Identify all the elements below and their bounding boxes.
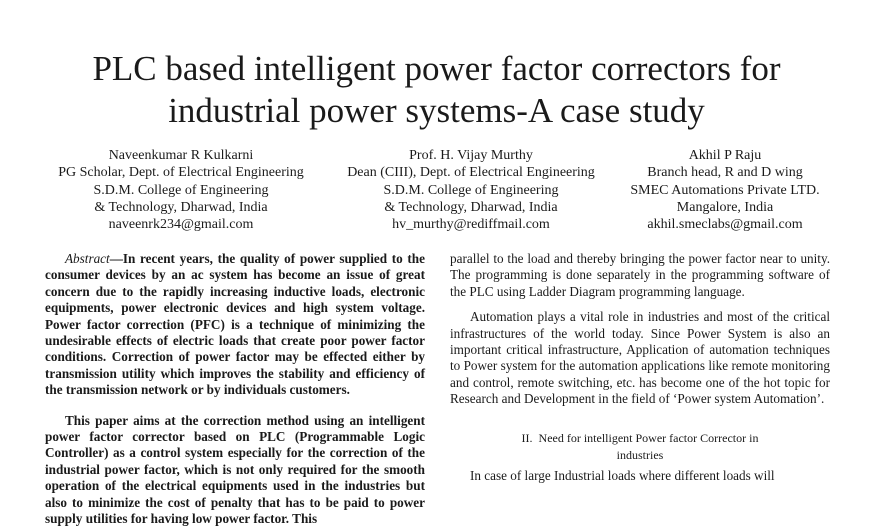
- section-paragraph: In case of large Industrial loads where different loads will: [470, 467, 775, 483]
- author-block-3: [610, 147, 840, 233]
- author-location: & Technology, Dharwad, India: [94, 199, 268, 215]
- left-column: [45, 251, 425, 528]
- automation-paragraph: Automation plays a vital role in industries and most of the critical infrastructures of the world today. Since Power System is also an important critical infrastructure, Application of automation techniques to Power system for the automation applications like remote monitoring and control, remote switching, etc. has become one of the hot topic for Research and Development in the field of ‘Power system Automation’.: [450, 309, 830, 407]
- author-email: naveenrk234@gmail.com: [108, 217, 254, 233]
- section-title-line-1: Need for intelligent Power factor Corrector in: [538, 430, 759, 445]
- abstract-label: Abstract: [65, 251, 110, 266]
- author-block-2: [330, 147, 612, 233]
- author-email: hv_murthy@rediffmail.com: [392, 217, 550, 233]
- scope-paragraph: This paper aims at the correction method using an intelligent power factor corrector based on PLC (Programmable Logic Controller) as a control system especially for the correction of the industrial power factor, which is not only required for the smooth operation of the electrical equipments used in the industries but also to minimize the cost of penalty that has to be paid to power supply utilities for having low power factor. This: [45, 412, 425, 527]
- author-name: Naveenkumar R Kulkarni: [108, 148, 254, 163]
- author-role: Dean (CIII), Dept. of Electrical Engineering: [347, 165, 595, 181]
- author-role: Branch head, R and D wing: [647, 165, 803, 181]
- paper-title: [0, 48, 873, 132]
- author-email: akhil.smeclabs@gmail.com: [647, 217, 803, 233]
- intro-continuation-paragraph: parallel to the load and thereby bringing the power factor near to unity. The programming is done separately in the programming software of the PLC using Ladder Diagram programming language.: [450, 251, 830, 299]
- author-name: Prof. H. Vijay Murthy: [409, 148, 533, 163]
- section-number: II.: [521, 430, 533, 445]
- author-role: PG Scholar, Dept. of Electrical Engineering: [58, 165, 304, 181]
- abstract-text: In recent years, the quality of power supplied to the consumer devices by an ac system has become an issue of great concern due to the rapidly increasing inductive loads, electronic equipments, power electronic devices and high system voltage. Power factor correction (PFC) is a technique of minimizing the undesirable effects of electric loads that create poor power factor conditions. Correction of power factor may be effected either by transmission utility which improves the stability and efficiency of the transmission network or by individuals customers.: [45, 251, 425, 398]
- author-location: Mangalore, India: [676, 199, 774, 215]
- author-affiliation: SMEC Automations Private LTD.: [630, 182, 820, 198]
- abstract-paragraph: Abstract—In recent years, the quality of power supplied to the consumer devices by an ac system has become an issue of great concern due to the rapidly increasing inductive loads, electronic equipments, power electronic devices and high system voltage. Power factor correction (PFC) is a technique of minimizing the undesirable effects of electric loads that create poor power factor conditions. Correction of power factor may be effected either by transmission utility which improves the stability and efficiency of the transmission network or by individuals customers.: [45, 251, 425, 398]
- right-column: [450, 251, 830, 484]
- paper-title-line-1: PLC based intelligent power factor correctors for: [92, 49, 781, 88]
- section-heading: [450, 430, 830, 464]
- author-affiliation: S.D.M. College of Engineering: [383, 182, 559, 198]
- section-title-line-2: industries: [616, 447, 664, 462]
- author-name: Akhil P Raju: [688, 148, 762, 163]
- author-affiliation: S.D.M. College of Engineering: [93, 182, 269, 198]
- author-block-1: [40, 147, 322, 233]
- paper-title-line-2: industrial power systems-A case study: [168, 91, 705, 130]
- author-location: & Technology, Dharwad, India: [384, 199, 558, 215]
